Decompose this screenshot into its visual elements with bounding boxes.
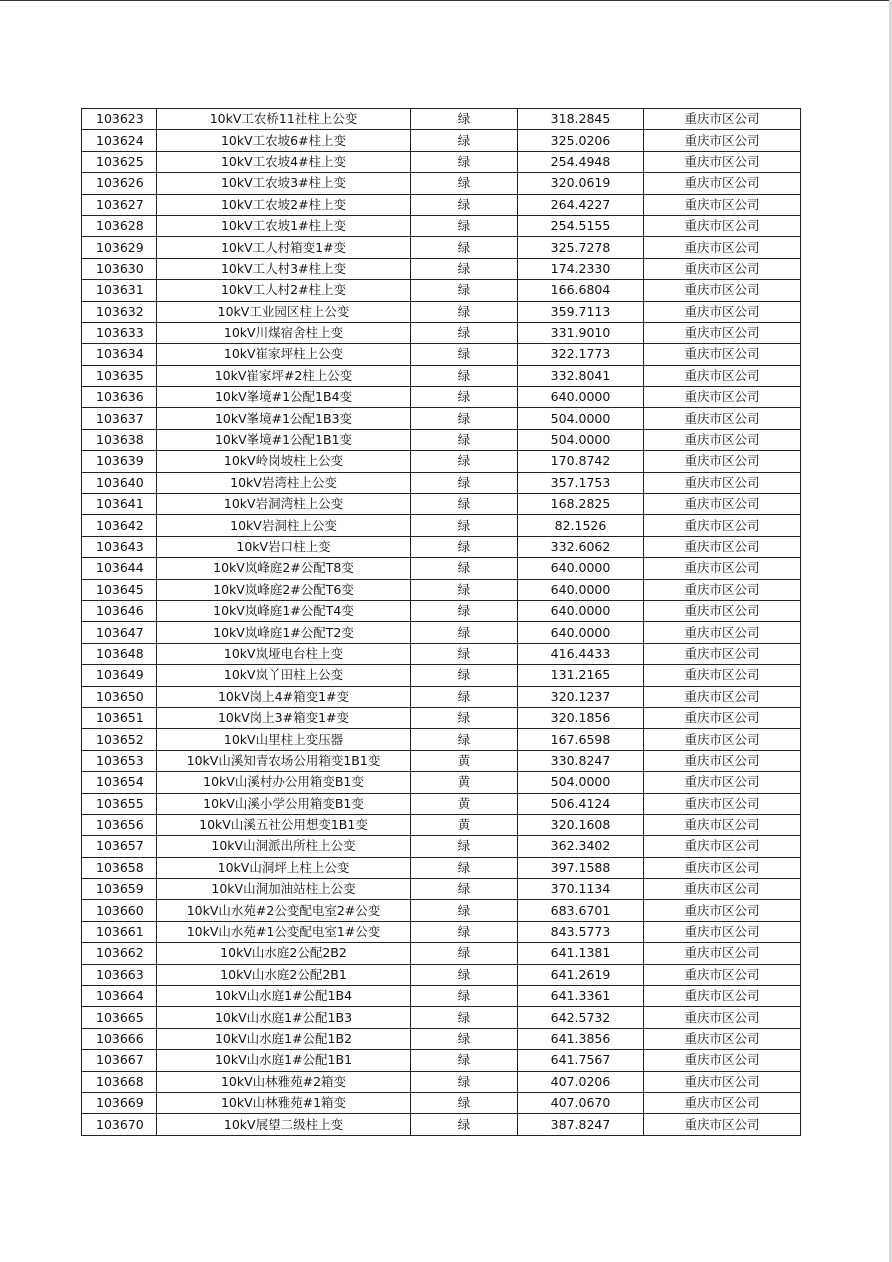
row-id-cell: 103666 [82,1028,157,1049]
capacity-value-cell: 332.6062 [518,536,644,557]
status-color-cell: 绿 [411,1071,518,1092]
row-id-cell: 103645 [82,579,157,600]
company-name-cell: 重庆市区公司 [644,900,801,921]
capacity-value-cell: 640.0000 [518,622,644,643]
row-id-cell: 103625 [82,151,157,172]
row-id-cell: 103629 [82,237,157,258]
company-name-cell: 重庆市区公司 [644,836,801,857]
company-name-cell: 重庆市区公司 [644,109,801,130]
status-color-cell: 绿 [411,194,518,215]
company-name-cell: 重庆市区公司 [644,237,801,258]
transformer-table [81,108,801,1136]
status-color-cell: 绿 [411,921,518,942]
company-name-cell: 重庆市区公司 [644,194,801,215]
status-color-cell: 绿 [411,429,518,450]
table-row [82,344,801,365]
status-color-cell: 绿 [411,130,518,151]
status-color-cell: 绿 [411,280,518,301]
table-row [82,579,801,600]
station-name-cell: 10kV山里柱上变压器 [157,729,411,750]
company-name-cell: 重庆市区公司 [644,622,801,643]
status-color-cell: 绿 [411,109,518,130]
status-color-cell: 绿 [411,173,518,194]
row-id-cell: 103640 [82,472,157,493]
table-row [82,237,801,258]
company-name-cell: 重庆市区公司 [644,408,801,429]
row-id-cell: 103660 [82,900,157,921]
status-color-cell: 绿 [411,600,518,621]
capacity-value-cell: 370.1134 [518,879,644,900]
capacity-value-cell: 325.7278 [518,237,644,258]
row-id-cell: 103630 [82,258,157,279]
status-color-cell: 黄 [411,772,518,793]
status-color-cell: 绿 [411,686,518,707]
station-name-cell: 10kV岚峰庭2#公配T8变 [157,558,411,579]
station-name-cell: 10kV展望二级柱上变 [157,1114,411,1135]
company-name-cell: 重庆市区公司 [644,729,801,750]
row-id-cell: 103651 [82,707,157,728]
table-row [82,558,801,579]
table-row [82,857,801,878]
table-row [82,408,801,429]
row-id-cell: 103643 [82,536,157,557]
company-name-cell: 重庆市区公司 [644,151,801,172]
status-color-cell: 绿 [411,707,518,728]
status-color-cell: 绿 [411,237,518,258]
status-color-cell: 绿 [411,986,518,1007]
status-color-cell: 绿 [411,579,518,600]
row-id-cell: 103644 [82,558,157,579]
station-name-cell: 10kV岩洞湾柱上公变 [157,494,411,515]
capacity-value-cell: 167.6598 [518,729,644,750]
company-name-cell: 重庆市区公司 [644,964,801,985]
capacity-value-cell: 131.2165 [518,665,644,686]
capacity-value-cell: 641.3361 [518,986,644,1007]
capacity-value-cell: 641.3856 [518,1028,644,1049]
capacity-value-cell: 407.0670 [518,1092,644,1113]
status-color-cell: 绿 [411,472,518,493]
company-name-cell: 重庆市区公司 [644,536,801,557]
status-color-cell: 绿 [411,943,518,964]
station-name-cell: 10kV工人村箱变1#变 [157,237,411,258]
company-name-cell: 重庆市区公司 [644,793,801,814]
company-name-cell: 重庆市区公司 [644,857,801,878]
row-id-cell: 103641 [82,494,157,515]
capacity-value-cell: 640.0000 [518,600,644,621]
status-color-cell: 绿 [411,1092,518,1113]
station-name-cell: 10kV工农坡1#柱上变 [157,215,411,236]
status-color-cell: 绿 [411,857,518,878]
station-name-cell: 10kV岚峰庭1#公配T2变 [157,622,411,643]
table-row [82,173,801,194]
capacity-value-cell: 322.1773 [518,344,644,365]
row-id-cell: 103627 [82,194,157,215]
row-id-cell: 103656 [82,814,157,835]
station-name-cell: 10kV山洞派出所柱上公变 [157,836,411,857]
capacity-value-cell: 362.3402 [518,836,644,857]
row-id-cell: 103658 [82,857,157,878]
status-color-cell: 绿 [411,387,518,408]
station-name-cell: 10kV山水庭1#公配1B3 [157,1007,411,1028]
table-row [82,943,801,964]
status-color-cell: 绿 [411,1007,518,1028]
company-name-cell: 重庆市区公司 [644,750,801,771]
company-name-cell: 重庆市区公司 [644,322,801,343]
station-name-cell: 10kV岗上4#箱变1#变 [157,686,411,707]
capacity-value-cell: 504.0000 [518,429,644,450]
company-name-cell: 重庆市区公司 [644,215,801,236]
company-name-cell: 重庆市区公司 [644,280,801,301]
capacity-value-cell: 331.9010 [518,322,644,343]
company-name-cell: 重庆市区公司 [644,258,801,279]
row-id-cell: 103669 [82,1092,157,1113]
company-name-cell: 重庆市区公司 [644,515,801,536]
company-name-cell: 重庆市区公司 [644,1092,801,1113]
row-id-cell: 103636 [82,387,157,408]
row-id-cell: 103639 [82,451,157,472]
status-color-cell: 绿 [411,643,518,664]
company-name-cell: 重庆市区公司 [644,707,801,728]
station-name-cell: 10kV峯境#1公配1B1变 [157,429,411,450]
status-color-cell: 绿 [411,408,518,429]
company-name-cell: 重庆市区公司 [644,1114,801,1135]
station-name-cell: 10kV山溪村办公用箱变B1变 [157,772,411,793]
row-id-cell: 103670 [82,1114,157,1135]
capacity-value-cell: 82.1526 [518,515,644,536]
table-row [82,451,801,472]
company-name-cell: 重庆市区公司 [644,686,801,707]
company-name-cell: 重庆市区公司 [644,879,801,900]
company-name-cell: 重庆市区公司 [644,429,801,450]
capacity-value-cell: 264.4227 [518,194,644,215]
table-row [82,921,801,942]
row-id-cell: 103654 [82,772,157,793]
capacity-value-cell: 359.7113 [518,301,644,322]
station-name-cell: 10kV岚峰庭2#公配T6变 [157,579,411,600]
capacity-value-cell: 640.0000 [518,387,644,408]
company-name-cell: 重庆市区公司 [644,1007,801,1028]
status-color-cell: 绿 [411,258,518,279]
station-name-cell: 10kV山水苑#1公变配电室1#公变 [157,921,411,942]
company-name-cell: 重庆市区公司 [644,1071,801,1092]
table-row [82,964,801,985]
status-color-cell: 绿 [411,964,518,985]
capacity-value-cell: 843.5773 [518,921,644,942]
table-row [82,686,801,707]
capacity-value-cell: 357.1753 [518,472,644,493]
company-name-cell: 重庆市区公司 [644,130,801,151]
status-color-cell: 绿 [411,301,518,322]
company-name-cell: 重庆市区公司 [644,451,801,472]
capacity-value-cell: 320.0619 [518,173,644,194]
capacity-value-cell: 330.8247 [518,750,644,771]
table-row [82,665,801,686]
station-name-cell: 10kV山水庭1#公配1B2 [157,1028,411,1049]
station-name-cell: 10kV工农坡6#柱上变 [157,130,411,151]
capacity-value-cell: 318.2845 [518,109,644,130]
station-name-cell: 10kV工人村3#柱上变 [157,258,411,279]
station-name-cell: 10kV岩湾柱上公变 [157,472,411,493]
row-id-cell: 103661 [82,921,157,942]
capacity-value-cell: 640.0000 [518,558,644,579]
station-name-cell: 10kV崔家坪柱上公变 [157,344,411,365]
status-color-cell: 绿 [411,729,518,750]
capacity-value-cell: 641.2619 [518,964,644,985]
capacity-value-cell: 506.4124 [518,793,644,814]
status-color-cell: 绿 [411,151,518,172]
row-id-cell: 103648 [82,643,157,664]
company-name-cell: 重庆市区公司 [644,365,801,386]
status-color-cell: 黄 [411,793,518,814]
station-name-cell: 10kV岩口柱上变 [157,536,411,557]
company-name-cell: 重庆市区公司 [644,921,801,942]
company-name-cell: 重庆市区公司 [644,301,801,322]
status-color-cell: 绿 [411,322,518,343]
table-row [82,729,801,750]
company-name-cell: 重庆市区公司 [644,494,801,515]
capacity-value-cell: 320.1856 [518,707,644,728]
status-color-cell: 绿 [411,215,518,236]
capacity-value-cell: 166.6804 [518,280,644,301]
station-name-cell: 10kV工人村2#柱上变 [157,280,411,301]
table-row [82,1050,801,1071]
company-name-cell: 重庆市区公司 [644,986,801,1007]
status-color-cell: 绿 [411,1028,518,1049]
table-row [82,130,801,151]
table-row [82,536,801,557]
row-id-cell: 103653 [82,750,157,771]
row-id-cell: 103642 [82,515,157,536]
station-name-cell: 10kV工农桥11社柱上公变 [157,109,411,130]
status-color-cell: 绿 [411,1050,518,1071]
station-name-cell: 10kV工农坡4#柱上变 [157,151,411,172]
company-name-cell: 重庆市区公司 [644,814,801,835]
status-color-cell: 黄 [411,750,518,771]
station-name-cell: 10kV山水庭2公配2B1 [157,964,411,985]
row-id-cell: 103635 [82,365,157,386]
table-row [82,814,801,835]
station-name-cell: 10kV山水庭1#公配1B4 [157,986,411,1007]
company-name-cell: 重庆市区公司 [644,643,801,664]
station-name-cell: 10kV岚丫田柱上公变 [157,665,411,686]
company-name-cell: 重庆市区公司 [644,772,801,793]
company-name-cell: 重庆市区公司 [644,665,801,686]
station-name-cell: 10kV工农坡2#柱上变 [157,194,411,215]
row-id-cell: 103637 [82,408,157,429]
table-row [82,515,801,536]
table-row [82,494,801,515]
row-id-cell: 103632 [82,301,157,322]
capacity-value-cell: 387.8247 [518,1114,644,1135]
company-name-cell: 重庆市区公司 [644,558,801,579]
table-row [82,750,801,771]
company-name-cell: 重庆市区公司 [644,600,801,621]
station-name-cell: 10kV山水庭1#公配1B1 [157,1050,411,1071]
station-name-cell: 10kV山溪五社公用想变1B1变 [157,814,411,835]
capacity-value-cell: 504.0000 [518,772,644,793]
row-id-cell: 103647 [82,622,157,643]
table-row [82,109,801,130]
row-id-cell: 103628 [82,215,157,236]
table-body [82,109,801,1136]
capacity-value-cell: 642.5732 [518,1007,644,1028]
station-name-cell: 10kV工业园区柱上公变 [157,301,411,322]
station-name-cell: 10kV岚峰庭1#公配T4变 [157,600,411,621]
station-name-cell: 10kV岗上3#箱变1#变 [157,707,411,728]
status-color-cell: 绿 [411,494,518,515]
table-row [82,301,801,322]
table-row [82,643,801,664]
table-row [82,365,801,386]
row-id-cell: 103623 [82,109,157,130]
row-id-cell: 103649 [82,665,157,686]
table-row [82,429,801,450]
capacity-value-cell: 641.1381 [518,943,644,964]
capacity-value-cell: 640.0000 [518,579,644,600]
station-name-cell: 10kV峯境#1公配1B4变 [157,387,411,408]
station-name-cell: 10kV岩洞柱上公变 [157,515,411,536]
station-name-cell: 10kV山林雅苑#2箱变 [157,1071,411,1092]
capacity-value-cell: 254.4948 [518,151,644,172]
capacity-value-cell: 397.1588 [518,857,644,878]
table-row [82,151,801,172]
station-name-cell: 10kV山林雅苑#1箱变 [157,1092,411,1113]
table-row [82,836,801,857]
row-id-cell: 103668 [82,1071,157,1092]
station-name-cell: 10kV山水苑#2公变配电室2#公变 [157,900,411,921]
status-color-cell: 绿 [411,451,518,472]
row-id-cell: 103626 [82,173,157,194]
status-color-cell: 绿 [411,665,518,686]
status-color-cell: 绿 [411,536,518,557]
status-color-cell: 绿 [411,515,518,536]
row-id-cell: 103652 [82,729,157,750]
capacity-value-cell: 407.0206 [518,1071,644,1092]
row-id-cell: 103663 [82,964,157,985]
row-id-cell: 103638 [82,429,157,450]
capacity-value-cell: 504.0000 [518,408,644,429]
table-row [82,793,801,814]
row-id-cell: 103665 [82,1007,157,1028]
company-name-cell: 重庆市区公司 [644,1050,801,1071]
capacity-value-cell: 332.8041 [518,365,644,386]
row-id-cell: 103650 [82,686,157,707]
table-row [82,600,801,621]
capacity-value-cell: 320.1608 [518,814,644,835]
row-id-cell: 103667 [82,1050,157,1071]
row-id-cell: 103633 [82,322,157,343]
capacity-value-cell: 170.8742 [518,451,644,472]
table-row [82,1007,801,1028]
row-id-cell: 103624 [82,130,157,151]
status-color-cell: 黄 [411,814,518,835]
status-color-cell: 绿 [411,836,518,857]
table-row [82,707,801,728]
status-color-cell: 绿 [411,622,518,643]
row-id-cell: 103655 [82,793,157,814]
capacity-value-cell: 325.0206 [518,130,644,151]
station-name-cell: 10kV山水庭2公配2B2 [157,943,411,964]
table-row [82,1071,801,1092]
row-id-cell: 103634 [82,344,157,365]
row-id-cell: 103662 [82,943,157,964]
table-row [82,900,801,921]
capacity-value-cell: 174.2330 [518,258,644,279]
table-row [82,1114,801,1135]
table-row [82,772,801,793]
station-name-cell: 10kV崔家坪#2柱上公变 [157,365,411,386]
status-color-cell: 绿 [411,1114,518,1135]
table-row [82,472,801,493]
capacity-value-cell: 416.4433 [518,643,644,664]
capacity-value-cell: 641.7567 [518,1050,644,1071]
station-name-cell: 10kV工农坡3#柱上变 [157,173,411,194]
table-row [82,986,801,1007]
row-id-cell: 103659 [82,879,157,900]
station-name-cell: 10kV山洞坪上柱上公变 [157,857,411,878]
capacity-value-cell: 683.6701 [518,900,644,921]
table-row [82,622,801,643]
company-name-cell: 重庆市区公司 [644,472,801,493]
capacity-value-cell: 168.2825 [518,494,644,515]
table-row [82,1092,801,1113]
company-name-cell: 重庆市区公司 [644,344,801,365]
company-name-cell: 重庆市区公司 [644,173,801,194]
capacity-value-cell: 320.1237 [518,686,644,707]
capacity-value-cell: 254.5155 [518,215,644,236]
table-row [82,280,801,301]
station-name-cell: 10kV山溪知青农场公用箱变1B1变 [157,750,411,771]
table-row [82,879,801,900]
page-top-border [0,0,892,1]
row-id-cell: 103646 [82,600,157,621]
company-name-cell: 重庆市区公司 [644,387,801,408]
table-row [82,194,801,215]
table-row [82,387,801,408]
station-name-cell: 10kV岚垭电台柱上变 [157,643,411,664]
station-name-cell: 10kV山洞加油站柱上公变 [157,879,411,900]
row-id-cell: 103657 [82,836,157,857]
table-row [82,258,801,279]
station-name-cell: 10kV峯境#1公配1B3变 [157,408,411,429]
row-id-cell: 103631 [82,280,157,301]
station-name-cell: 10kV川煤宿舍柱上变 [157,322,411,343]
row-id-cell: 103664 [82,986,157,1007]
table-row [82,322,801,343]
status-color-cell: 绿 [411,558,518,579]
status-color-cell: 绿 [411,900,518,921]
company-name-cell: 重庆市区公司 [644,943,801,964]
table-row [82,1028,801,1049]
company-name-cell: 重庆市区公司 [644,579,801,600]
station-name-cell: 10kV山溪小学公用箱变B1变 [157,793,411,814]
company-name-cell: 重庆市区公司 [644,1028,801,1049]
status-color-cell: 绿 [411,365,518,386]
table-row [82,215,801,236]
status-color-cell: 绿 [411,344,518,365]
status-color-cell: 绿 [411,879,518,900]
station-name-cell: 10kV岭岗坡柱上公变 [157,451,411,472]
